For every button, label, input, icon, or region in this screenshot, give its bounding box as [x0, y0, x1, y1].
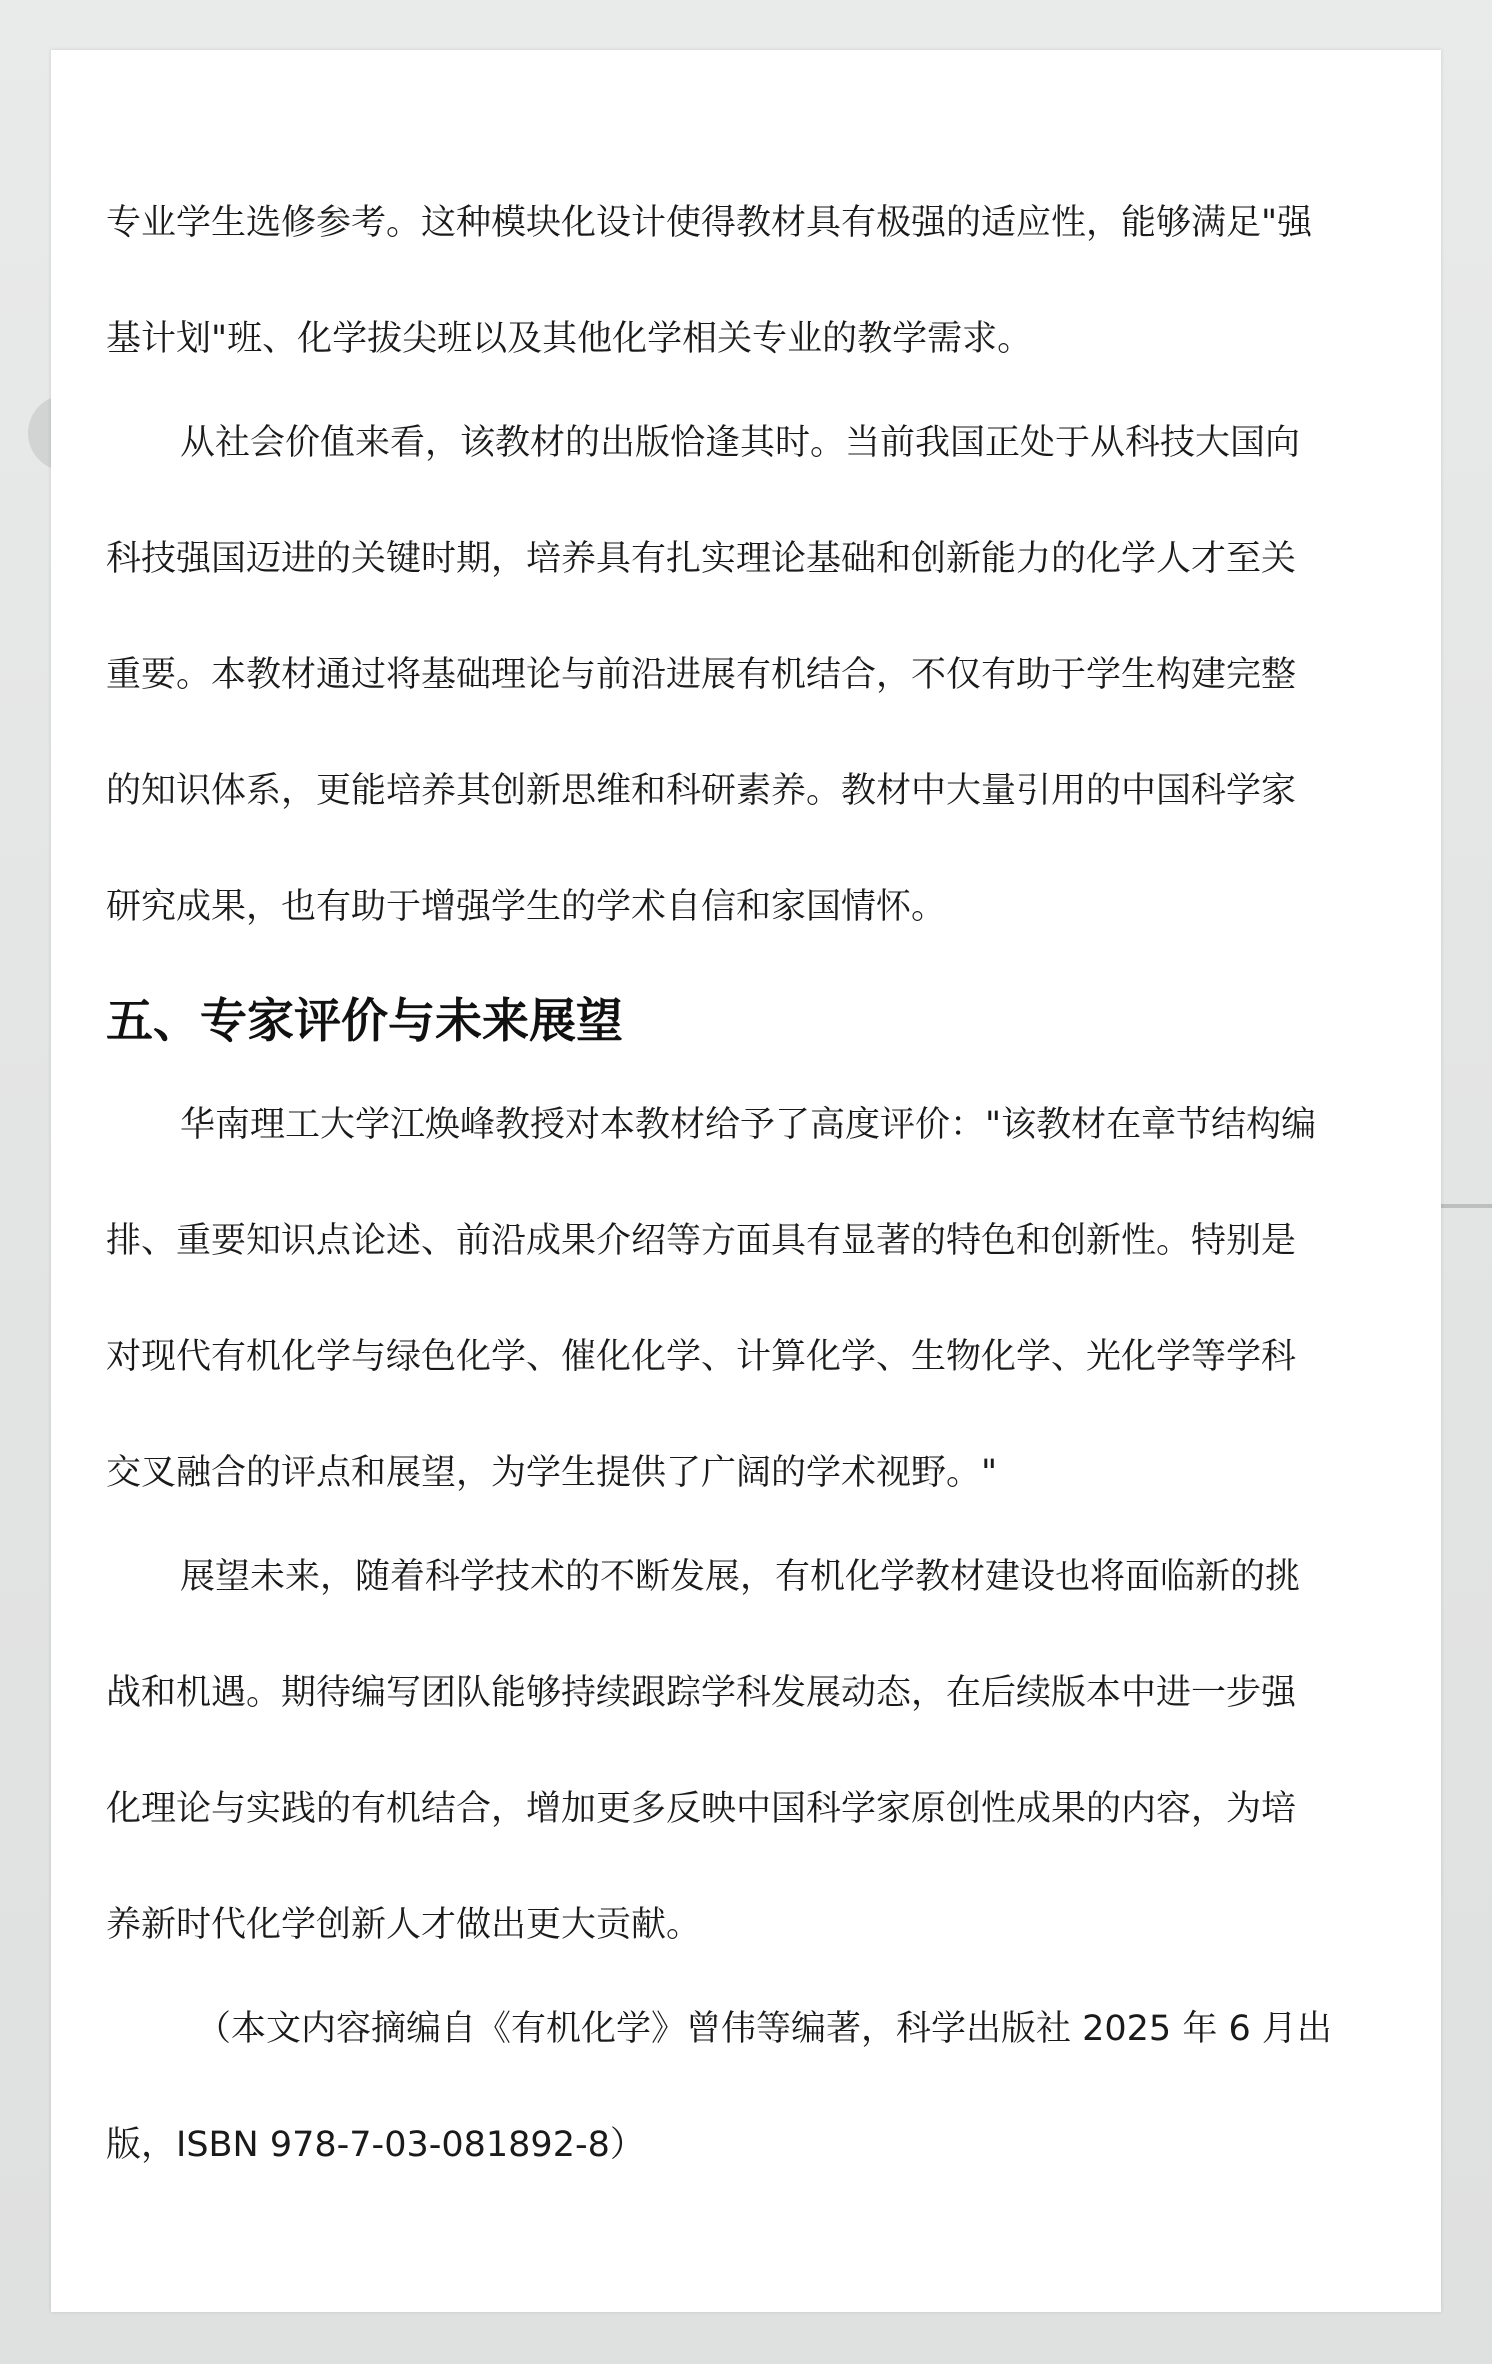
- paragraph-1-line: 专业学生选修参考。这种模块化设计使得教材具有极强的适应性，能够满足"强: [106, 203, 1313, 243]
- paragraph-3-line: 华南理工大学江焕峰教授对本教材给予了高度评价："该教材在章节结构编: [180, 1105, 1317, 1145]
- paragraph-4-line: 展望未来，随着科学技术的不断发展，有机化学教材建设也将面临新的挑: [180, 1557, 1301, 1597]
- source-note-line: 版，ISBN 978-7-03-081892-8）: [106, 2125, 645, 2165]
- paragraph-3-line: 交叉融合的评点和展望，为学生提供了广阔的学术视野。": [106, 1453, 998, 1493]
- document-body: [51, 50, 1441, 2312]
- paragraph-2-line: 研究成果，也有助于增强学生的学术自信和家国情怀。: [106, 887, 947, 927]
- paragraph-2-line: 从社会价值来看，该教材的出版恰逢其时。当前我国正处于从科技大国向: [180, 423, 1301, 463]
- paragraph-4-line: 养新时代化学创新人才做出更大贡献。: [106, 1905, 702, 1945]
- paragraph-4-line: 化理论与实践的有机结合，增加更多反映中国科学家原创性成果的内容，为培: [106, 1789, 1297, 1829]
- paragraph-3-line: 排、重要知识点论述、前沿成果介绍等方面具有显著的特色和创新性。特别是: [106, 1221, 1297, 1261]
- paragraph-1-line: 基计划"班、化学拔尖班以及其他化学相关专业的教学需求。: [106, 319, 1033, 359]
- paragraph-2-line: 科技强国迈进的关键时期，培养具有扎实理论基础和创新能力的化学人才至关: [106, 539, 1297, 579]
- section-heading: 五、专家评价与未来展望: [106, 994, 623, 1049]
- document-page: [51, 50, 1441, 2312]
- paragraph-2-line: 重要。本教材通过将基础理论与前沿进展有机结合，不仅有助于学生构建完整: [106, 655, 1297, 695]
- right-edge-marker: [1436, 1204, 1492, 1208]
- paragraph-2-line: 的知识体系，更能培养其创新思维和科研素养。教材中大量引用的中国科学家: [106, 771, 1297, 811]
- paragraph-4-line: 战和机遇。期待编写团队能够持续跟踪学科发展动态，在后续版本中进一步强: [106, 1673, 1297, 1713]
- source-note-line: （本文内容摘编自《有机化学》曾伟等编著，科学出版社 2025 年 6 月出: [196, 2009, 1332, 2049]
- paragraph-3-line: 对现代有机化学与绿色化学、催化化学、计算化学、生物化学、光化学等学科: [106, 1337, 1297, 1377]
